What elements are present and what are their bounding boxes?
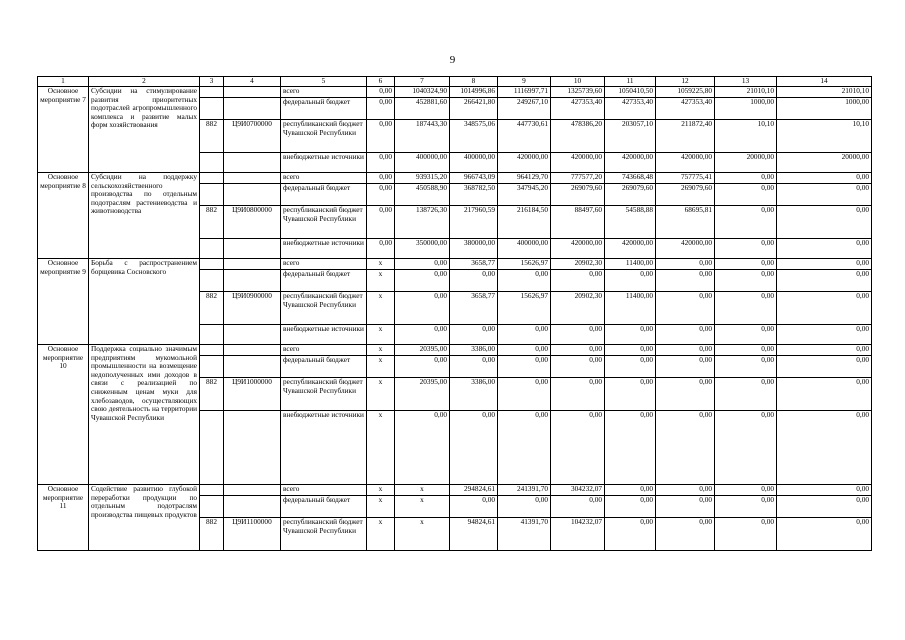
value-cell: 0,00 bbox=[450, 356, 498, 378]
value-cell: x bbox=[367, 411, 395, 485]
value-cell: 0,00 bbox=[715, 411, 777, 485]
value-cell: 21010,10 bbox=[715, 87, 777, 98]
value-cell: 0,00 bbox=[450, 496, 498, 518]
responsible-executor-code bbox=[200, 270, 224, 292]
value-cell: x bbox=[395, 518, 450, 551]
budget-classification-code bbox=[224, 153, 281, 173]
activity-label: Основное мероприятие 9 bbox=[38, 259, 89, 345]
value-cell: 0,00 bbox=[605, 518, 656, 551]
value-cell: 350000,00 bbox=[395, 239, 450, 259]
responsible-executor-code bbox=[200, 98, 224, 120]
column-header-6: 6 bbox=[367, 77, 395, 87]
value-cell: 400000,00 bbox=[395, 153, 450, 173]
value-cell: 757775,41 bbox=[656, 173, 715, 184]
value-cell: 0,00 bbox=[715, 239, 777, 259]
budget-classification-code: Ц9И0800000 bbox=[224, 206, 281, 239]
value-cell: 0,00 bbox=[367, 87, 395, 98]
column-header-3: 3 bbox=[200, 77, 224, 87]
column-header-10: 10 bbox=[551, 77, 605, 87]
value-cell: 41391,70 bbox=[498, 518, 551, 551]
value-cell: 217960,59 bbox=[450, 206, 498, 239]
value-cell: 0,00 bbox=[367, 153, 395, 173]
funding-source: внебюджетные источники bbox=[281, 239, 367, 259]
value-cell: 0,00 bbox=[656, 356, 715, 378]
value-cell: 0,00 bbox=[777, 378, 872, 411]
funding-source: республиканский бюджет Чувашской Республики bbox=[281, 378, 367, 411]
funding-source: всего bbox=[281, 173, 367, 184]
value-cell: x bbox=[367, 325, 395, 345]
value-cell: 966743,09 bbox=[450, 173, 498, 184]
value-cell: 0,00 bbox=[498, 378, 551, 411]
value-cell: 0,00 bbox=[656, 485, 715, 496]
funding-source: республиканский бюджет Чувашской Республики bbox=[281, 518, 367, 551]
value-cell: 420000,00 bbox=[656, 153, 715, 173]
responsible-executor-code: 882 bbox=[200, 518, 224, 551]
value-cell: 0,00 bbox=[395, 270, 450, 292]
activity-name: Поддержка социально значимым предприятиям мукомольной промышленности на возмещение недополученных ими доходов в связи с реализацией по сниженным ценам муки для хлебозаводов, осуществляющих свою деятельность на территории Чувашской Республики bbox=[89, 345, 200, 485]
value-cell: 0,00 bbox=[715, 496, 777, 518]
value-cell: 3386,00 bbox=[450, 345, 498, 356]
budget-classification-code: Ц9И0900000 bbox=[224, 292, 281, 325]
value-cell: 1000,00 bbox=[715, 98, 777, 120]
budget-classification-code bbox=[224, 173, 281, 184]
value-cell: 0,00 bbox=[777, 206, 872, 239]
value-cell: 20395,00 bbox=[395, 378, 450, 411]
table-row bbox=[38, 87, 872, 98]
value-cell: 1059225,80 bbox=[656, 87, 715, 98]
responsible-executor-code bbox=[200, 411, 224, 485]
column-header-1: 1 bbox=[38, 77, 89, 87]
column-header-12: 12 bbox=[656, 77, 715, 87]
value-cell: 0,00 bbox=[777, 345, 872, 356]
value-cell: 0,00 bbox=[715, 325, 777, 345]
value-cell: 939315,20 bbox=[395, 173, 450, 184]
value-cell: 241391,70 bbox=[498, 485, 551, 496]
funding-source: всего bbox=[281, 345, 367, 356]
value-cell: 21010,10 bbox=[777, 87, 872, 98]
value-cell: 0,00 bbox=[656, 325, 715, 345]
budget-classification-code bbox=[224, 87, 281, 98]
value-cell: 0,00 bbox=[551, 496, 605, 518]
budget-classification-code bbox=[224, 485, 281, 496]
value-cell: 0,00 bbox=[715, 292, 777, 325]
value-cell: 304232,07 bbox=[551, 485, 605, 496]
budget-classification-code: Ц9И1000000 bbox=[224, 378, 281, 411]
value-cell: 368782,50 bbox=[450, 184, 498, 206]
value-cell: x bbox=[395, 496, 450, 518]
value-cell: 0,00 bbox=[777, 496, 872, 518]
value-cell: x bbox=[367, 485, 395, 496]
value-cell: 0,00 bbox=[367, 173, 395, 184]
value-cell: 10,10 bbox=[715, 120, 777, 153]
value-cell: 0,00 bbox=[395, 325, 450, 345]
value-cell: 203057,10 bbox=[605, 120, 656, 153]
responsible-executor-code bbox=[200, 325, 224, 345]
value-cell: 15626,97 bbox=[498, 259, 551, 270]
value-cell: 3386,00 bbox=[450, 378, 498, 411]
value-cell: 11400,00 bbox=[605, 292, 656, 325]
value-cell: 348575,06 bbox=[450, 120, 498, 153]
value-cell: 0,00 bbox=[395, 356, 450, 378]
value-cell: 452881,60 bbox=[395, 98, 450, 120]
responsible-executor-code bbox=[200, 356, 224, 378]
value-cell: 0,00 bbox=[498, 325, 551, 345]
table-row bbox=[38, 259, 872, 270]
value-cell: 0,00 bbox=[551, 325, 605, 345]
value-cell: 0,00 bbox=[605, 345, 656, 356]
responsible-executor-code bbox=[200, 239, 224, 259]
column-header-7: 7 bbox=[395, 77, 450, 87]
value-cell: 0,00 bbox=[551, 411, 605, 485]
value-cell: 294824,61 bbox=[450, 485, 498, 496]
value-cell: 0,00 bbox=[395, 292, 450, 325]
value-cell: 0,00 bbox=[715, 356, 777, 378]
value-cell: 0,00 bbox=[498, 270, 551, 292]
funding-source: республиканский бюджет Чувашской Республики bbox=[281, 206, 367, 239]
funding-source: всего bbox=[281, 87, 367, 98]
value-cell: x bbox=[367, 270, 395, 292]
value-cell: 0,00 bbox=[777, 239, 872, 259]
funding-source: всего bbox=[281, 485, 367, 496]
value-cell: 1325739,60 bbox=[551, 87, 605, 98]
value-cell: 266421,80 bbox=[450, 98, 498, 120]
value-cell: x bbox=[367, 378, 395, 411]
value-cell: 0,00 bbox=[498, 496, 551, 518]
value-cell: 0,00 bbox=[777, 292, 872, 325]
value-cell: 0,00 bbox=[395, 411, 450, 485]
funding-source: федеральный бюджет bbox=[281, 356, 367, 378]
value-cell: 0,00 bbox=[656, 378, 715, 411]
value-cell: 380000,00 bbox=[450, 239, 498, 259]
value-cell: x bbox=[367, 356, 395, 378]
responsible-executor-code bbox=[200, 173, 224, 184]
value-cell: 0,00 bbox=[367, 239, 395, 259]
value-cell: 420000,00 bbox=[656, 239, 715, 259]
value-cell: 0,00 bbox=[656, 270, 715, 292]
value-cell: 0,00 bbox=[395, 259, 450, 270]
value-cell: 420000,00 bbox=[551, 239, 605, 259]
value-cell: 0,00 bbox=[450, 270, 498, 292]
value-cell: 0,00 bbox=[777, 325, 872, 345]
value-cell: 10,10 bbox=[777, 120, 872, 153]
value-cell: 427353,40 bbox=[656, 98, 715, 120]
value-cell: 20902,30 bbox=[551, 259, 605, 270]
value-cell: 420000,00 bbox=[498, 153, 551, 173]
value-cell: 20000,00 bbox=[777, 153, 872, 173]
value-cell: 0,00 bbox=[551, 270, 605, 292]
funding-source: республиканский бюджет Чувашской Республики bbox=[281, 120, 367, 153]
funding-source: федеральный бюджет bbox=[281, 98, 367, 120]
value-cell: 0,00 bbox=[715, 173, 777, 184]
value-cell: 249267,10 bbox=[498, 98, 551, 120]
value-cell: x bbox=[367, 496, 395, 518]
value-cell: 0,00 bbox=[605, 378, 656, 411]
value-cell: 94824,61 bbox=[450, 518, 498, 551]
value-cell: 0,00 bbox=[367, 98, 395, 120]
value-cell: 743668,48 bbox=[605, 173, 656, 184]
value-cell: 0,00 bbox=[551, 356, 605, 378]
value-cell: 0,00 bbox=[367, 184, 395, 206]
value-cell: 427353,40 bbox=[551, 98, 605, 120]
value-cell: 0,00 bbox=[551, 345, 605, 356]
funding-source: внебюджетные источники bbox=[281, 325, 367, 345]
value-cell: 0,00 bbox=[605, 496, 656, 518]
budget-classification-code: Ц9И0700000 bbox=[224, 120, 281, 153]
value-cell: 54588,88 bbox=[605, 206, 656, 239]
value-cell: 0,00 bbox=[498, 356, 551, 378]
value-cell: 478386,20 bbox=[551, 120, 605, 153]
value-cell: 3658,77 bbox=[450, 259, 498, 270]
value-cell: 0,00 bbox=[656, 259, 715, 270]
budget-classification-code bbox=[224, 356, 281, 378]
responsible-executor-code bbox=[200, 259, 224, 270]
value-cell: 0,00 bbox=[605, 411, 656, 485]
responsible-executor-code bbox=[200, 184, 224, 206]
value-cell: 0,00 bbox=[715, 518, 777, 551]
value-cell: 0,00 bbox=[551, 378, 605, 411]
activity-label: Основное мероприятие 8 bbox=[38, 173, 89, 259]
value-cell: 400000,00 bbox=[498, 239, 551, 259]
funding-source: внебюджетные источники bbox=[281, 411, 367, 485]
value-cell: 0,00 bbox=[605, 325, 656, 345]
funding-source: федеральный бюджет bbox=[281, 270, 367, 292]
column-header-9: 9 bbox=[498, 77, 551, 87]
value-cell: 0,00 bbox=[656, 411, 715, 485]
funding-source: федеральный бюджет bbox=[281, 184, 367, 206]
value-cell: 68695,81 bbox=[656, 206, 715, 239]
value-cell: 0,00 bbox=[715, 184, 777, 206]
value-cell: 20902,30 bbox=[551, 292, 605, 325]
value-cell: 0,00 bbox=[777, 411, 872, 485]
value-cell: x bbox=[367, 259, 395, 270]
responsible-executor-code bbox=[200, 87, 224, 98]
budget-classification-code bbox=[224, 496, 281, 518]
value-cell: 0,00 bbox=[656, 496, 715, 518]
column-number-row bbox=[38, 77, 872, 87]
value-cell: 447730,61 bbox=[498, 120, 551, 153]
value-cell: 20000,00 bbox=[715, 153, 777, 173]
responsible-executor-code: 882 bbox=[200, 120, 224, 153]
value-cell: 0,00 bbox=[777, 184, 872, 206]
budget-classification-code bbox=[224, 239, 281, 259]
responsible-executor-code: 882 bbox=[200, 378, 224, 411]
funding-source: всего bbox=[281, 259, 367, 270]
value-cell: 1040324,90 bbox=[395, 87, 450, 98]
value-cell: 420000,00 bbox=[605, 153, 656, 173]
value-cell: x bbox=[367, 292, 395, 325]
value-cell: 0,00 bbox=[715, 259, 777, 270]
value-cell: 0,00 bbox=[656, 518, 715, 551]
value-cell: 347945,20 bbox=[498, 184, 551, 206]
value-cell: 0,00 bbox=[605, 270, 656, 292]
value-cell: 3658,77 bbox=[450, 292, 498, 325]
value-cell: 0,00 bbox=[367, 120, 395, 153]
value-cell: 450588,90 bbox=[395, 184, 450, 206]
value-cell: 216184,50 bbox=[498, 206, 551, 239]
budget-classification-code bbox=[224, 270, 281, 292]
value-cell: 211872,40 bbox=[656, 120, 715, 153]
value-cell: 1050410,50 bbox=[605, 87, 656, 98]
budget-classification-code bbox=[224, 184, 281, 206]
budget-classification-code bbox=[224, 325, 281, 345]
value-cell: 0,00 bbox=[777, 485, 872, 496]
responsible-executor-code bbox=[200, 153, 224, 173]
value-cell: 0,00 bbox=[777, 173, 872, 184]
funding-source: республиканский бюджет Чувашской Республики bbox=[281, 292, 367, 325]
value-cell: 20395,00 bbox=[395, 345, 450, 356]
value-cell: 1116997,71 bbox=[498, 87, 551, 98]
activity-name: Субсидии на поддержку сельскохозяйственного производства по отдельным подотраслям растениеводства и животноводства bbox=[89, 173, 200, 259]
value-cell: 187443,30 bbox=[395, 120, 450, 153]
value-cell: 400000,00 bbox=[450, 153, 498, 173]
value-cell: 0,00 bbox=[367, 206, 395, 239]
responsible-executor-code bbox=[200, 485, 224, 496]
activity-label: Основное мероприятие 7 bbox=[38, 87, 89, 173]
value-cell: 0,00 bbox=[777, 259, 872, 270]
value-cell: 0,00 bbox=[605, 485, 656, 496]
value-cell: 0,00 bbox=[715, 206, 777, 239]
budget-classification-code bbox=[224, 345, 281, 356]
value-cell: 269079,60 bbox=[551, 184, 605, 206]
budget-table bbox=[37, 76, 872, 551]
responsible-executor-code bbox=[200, 345, 224, 356]
column-header-14: 14 bbox=[777, 77, 872, 87]
activity-name: Субсидии на стимулирование развития приоритетных подотраслей агропромышленного комплекса и развитие малых форм хозяйствования bbox=[89, 87, 200, 173]
value-cell: 0,00 bbox=[656, 345, 715, 356]
value-cell: 0,00 bbox=[777, 356, 872, 378]
budget-classification-code bbox=[224, 411, 281, 485]
value-cell: 138726,30 bbox=[395, 206, 450, 239]
value-cell: 0,00 bbox=[450, 325, 498, 345]
budget-classification-code bbox=[224, 259, 281, 270]
value-cell: 0,00 bbox=[715, 345, 777, 356]
funding-source: федеральный бюджет bbox=[281, 496, 367, 518]
value-cell: 0,00 bbox=[450, 411, 498, 485]
table-row bbox=[38, 485, 872, 496]
table-row bbox=[38, 173, 872, 184]
value-cell: 964129,70 bbox=[498, 173, 551, 184]
activity-name: Содействие развитию глубокой переработки продукции по отдельным подотраслям производства пищевых продуктов bbox=[89, 485, 200, 551]
column-header-13: 13 bbox=[715, 77, 777, 87]
responsible-executor-code bbox=[200, 496, 224, 518]
value-cell: 0,00 bbox=[777, 270, 872, 292]
column-header-4: 4 bbox=[224, 77, 281, 87]
page-number: 9 bbox=[449, 54, 456, 66]
budget-classification-code: Ц9И1100000 bbox=[224, 518, 281, 551]
column-header-8: 8 bbox=[450, 77, 498, 87]
value-cell: 0,00 bbox=[715, 485, 777, 496]
activity-label: Основное мероприятие 10 bbox=[38, 345, 89, 485]
budget-classification-code bbox=[224, 98, 281, 120]
value-cell: 15626,97 bbox=[498, 292, 551, 325]
value-cell: 269079,60 bbox=[656, 184, 715, 206]
column-header-2: 2 bbox=[89, 77, 200, 87]
value-cell: 777577,20 bbox=[551, 173, 605, 184]
table-row bbox=[38, 345, 872, 356]
column-header-11: 11 bbox=[605, 77, 656, 87]
activity-name: Борьба с распространением борщевика Сосновского bbox=[89, 259, 200, 345]
responsible-executor-code: 882 bbox=[200, 206, 224, 239]
funding-source: внебюджетные источники bbox=[281, 153, 367, 173]
responsible-executor-code: 882 bbox=[200, 292, 224, 325]
value-cell: 0,00 bbox=[777, 518, 872, 551]
value-cell: 427353,40 bbox=[605, 98, 656, 120]
value-cell: 0,00 bbox=[715, 378, 777, 411]
value-cell: 1000,00 bbox=[777, 98, 872, 120]
value-cell: x bbox=[367, 518, 395, 551]
value-cell: 104232,07 bbox=[551, 518, 605, 551]
value-cell: 11400,00 bbox=[605, 259, 656, 270]
value-cell: 88497,60 bbox=[551, 206, 605, 239]
value-cell: 269079,60 bbox=[605, 184, 656, 206]
value-cell: 420000,00 bbox=[551, 153, 605, 173]
value-cell: x bbox=[395, 485, 450, 496]
value-cell: 0,00 bbox=[715, 270, 777, 292]
value-cell: 1014996,86 bbox=[450, 87, 498, 98]
value-cell: 420000,00 bbox=[605, 239, 656, 259]
value-cell: 0,00 bbox=[605, 356, 656, 378]
activity-label: Основное мероприятие 11 bbox=[38, 485, 89, 551]
value-cell: 0,00 bbox=[498, 345, 551, 356]
value-cell: 0,00 bbox=[656, 292, 715, 325]
value-cell: 0,00 bbox=[498, 411, 551, 485]
value-cell: x bbox=[367, 345, 395, 356]
column-header-5: 5 bbox=[281, 77, 367, 87]
